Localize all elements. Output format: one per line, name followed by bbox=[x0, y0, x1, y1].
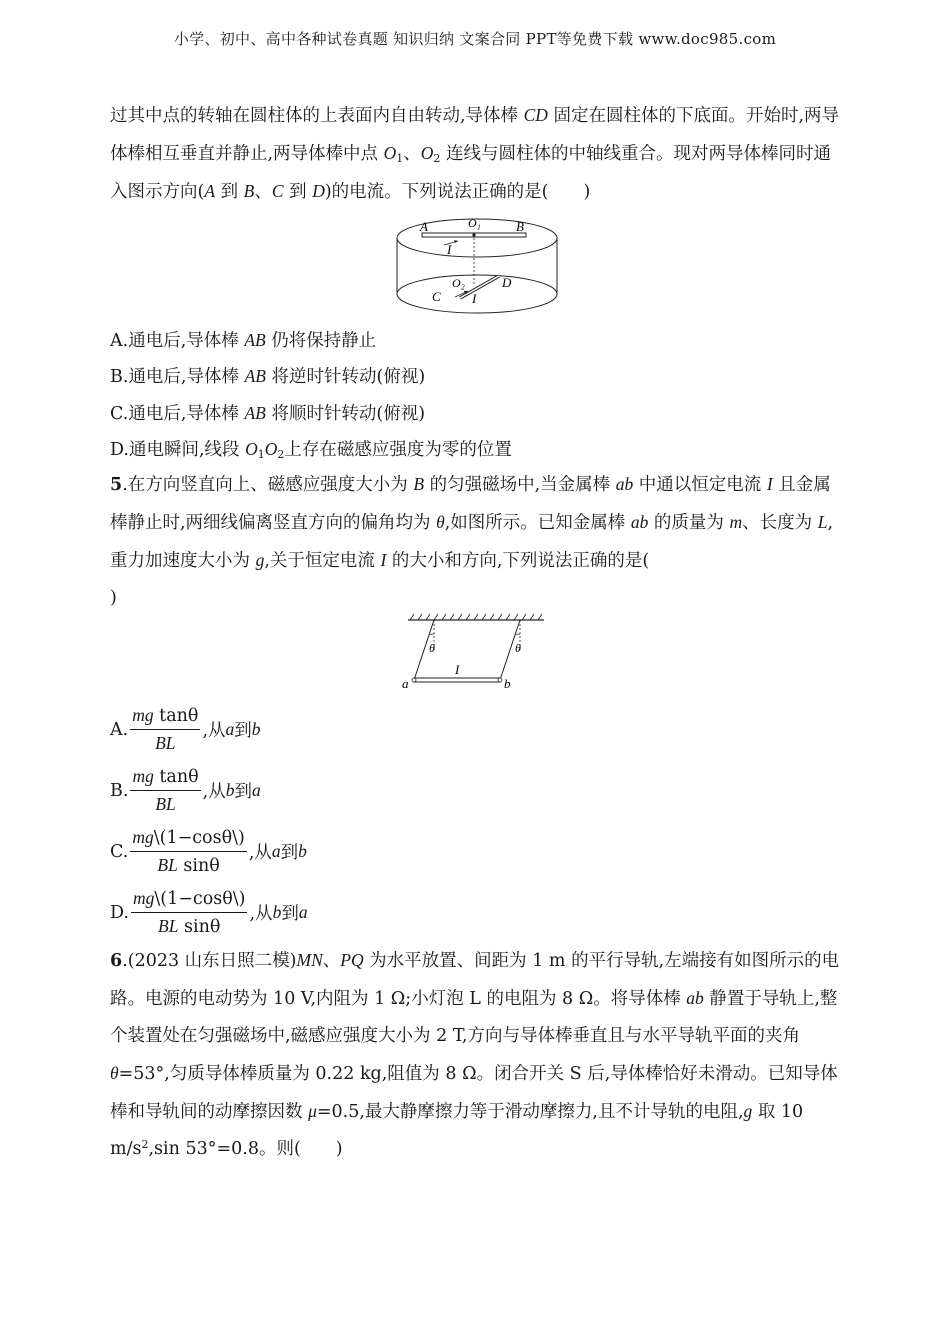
q4-cylinder-figure bbox=[392, 214, 562, 320]
q6-stem: 6.(2023 山东日照二模)MN、PQ 为水平放置、间距为 1 m 的平行导轨,左端接有如图所示的电路。电源的电动势为 10 V,内阻为 1 Ω;小灯泡 L 的电阻为 8 Ω。将导体棒 ab 静置于导轨上,整个装置处在匀强磁场中,磁感应强度大小为 2 T,方向与导体棒垂直且与水平导轨平面的夹角 θ=53°,匀质导体棒质量为 0.22 kg,阻值为 8 Ω。闭合开关 S 后,导体棒恰好未滑动。已知导体棒和导轨间的动摩擦因数 μ=0.5,最大静摩擦力等于滑动摩擦力,且不计导轨的电阻,g 取 10 $m/s^2,\sin$ 53°=0.8。则( ) bbox=[110, 950, 840, 1159]
fig-label-a: a bbox=[402, 676, 409, 691]
q5-stem: 5.在方向竖直向上、磁感应强度大小为 B 的匀强磁场中,当金属棒 ab 中通以恒定电流 I 且金属棒静止时,两细线偏离竖直方向的偏角均为 θ,如图所示。已知金属棒 ab 的质量为 m、长度为 L,重力加速度大小为 g,关于恒定电流 I 的大小和方向,下列说法正确的是( ) bbox=[110, 474, 834, 608]
fig-label-B: B bbox=[516, 219, 524, 234]
q5-option-c: C. $\frac{mg\backslash(1-\cos\theta\backslash)}{\text{BL sinθ}}$ ,从 a 到 b bbox=[110, 827, 307, 876]
q4-option-d: D.通电瞬间,线段 $O_1O_2$上存在磁感应强度为零的位置 bbox=[110, 439, 512, 461]
q5-option-b: B. $\frac{\text{mg tanθ}}{BL}$ ,从 b 到 a bbox=[110, 766, 261, 814]
q5-option-d: D. $\frac{mg\backslash(1-\cos\theta\backslash)}{\text{BL sinθ}}$ ,从 b 到 a bbox=[110, 888, 308, 937]
page-header: 小学、初中、高中各种试卷真题 知识归纳 文案合同 PPT等免费下载 www.doc985.com bbox=[173, 30, 777, 48]
q5-hanging-rod-figure bbox=[398, 612, 548, 692]
q4-option-b: B.通电后,导体棒 AB 将逆时针转动(俯视) bbox=[110, 366, 426, 387]
q4-option-a: A.通电后,导体棒 AB 仍将保持静止 bbox=[110, 330, 377, 351]
fig-label-I-top: I bbox=[447, 242, 452, 257]
fig-label-C: C bbox=[432, 289, 441, 304]
fig-label-D: D bbox=[502, 275, 512, 290]
fig-label-I-bottom: I bbox=[472, 291, 477, 306]
fig-label-A: A bbox=[420, 219, 428, 234]
q5-option-a: A. $\frac{\text{mg tanθ}}{BL}$ ,从 a 到 b bbox=[110, 705, 261, 753]
fig-label-O2: O₂ bbox=[452, 276, 465, 290]
fig-theta-left: θ bbox=[429, 641, 435, 655]
q4-option-c: C.通电后,导体棒 AB 将顺时针转动(俯视) bbox=[110, 403, 426, 424]
q4-stem: 过其中点的转轴在圆柱体的上表面内自由转动,导体棒 CD 固定在圆柱体的下底面。开始时,两导体棒相互垂直并静止,两导体棒中点 $O_1$、$O_2$ 连线与圆柱体的中轴线重合。现对两导体棒同时通入图示方向(A 到 B、C 到 D)的电流。下列说法正确的是( ) bbox=[110, 105, 840, 202]
fig-label-I: I bbox=[455, 662, 460, 677]
fig-label-O1: O₁ bbox=[468, 216, 481, 230]
fig-label-b: b bbox=[504, 676, 511, 691]
fig-theta-right: θ bbox=[515, 641, 521, 655]
rod-ab bbox=[414, 678, 500, 682]
